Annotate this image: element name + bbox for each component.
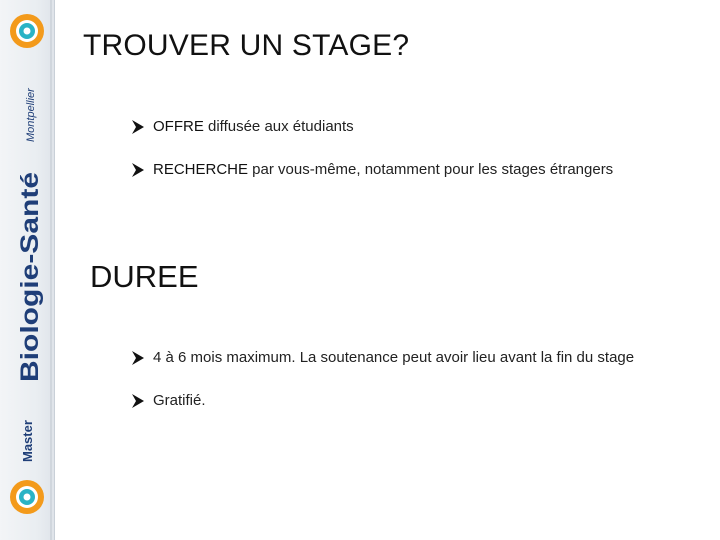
slide-title: TROUVER UN STAGE? bbox=[83, 29, 410, 62]
offer-list bbox=[129, 116, 613, 202]
list-item bbox=[129, 390, 634, 433]
bullet-label: RECHERCHE bbox=[153, 161, 249, 178]
logo-main-text: Biologie-Santé bbox=[16, 206, 44, 382]
duration-list bbox=[129, 347, 634, 433]
master-logo bbox=[0, 0, 54, 540]
emblem-icon-top bbox=[10, 14, 44, 48]
bullet-label: OFFRE bbox=[153, 118, 204, 135]
arrow-bullet-icon bbox=[129, 119, 147, 135]
section-heading: DUREE bbox=[90, 259, 199, 294]
bullet-text: diffusée aux étudiants bbox=[203, 118, 354, 135]
arrow-bullet-icon bbox=[129, 350, 147, 366]
list-item bbox=[129, 116, 613, 159]
bullet-text: Gratifié. bbox=[153, 392, 206, 409]
list-item bbox=[129, 347, 634, 390]
list-item bbox=[129, 159, 613, 202]
arrow-bullet-icon bbox=[129, 162, 147, 178]
emblem-icon-bottom bbox=[10, 480, 44, 514]
bullet-text: par vous-même, notamment pour les stages étrangers bbox=[248, 161, 614, 178]
logo-city-text: Montpellier bbox=[25, 88, 37, 142]
sidebar-logo-band bbox=[0, 0, 55, 540]
logo-master-text: Master bbox=[20, 420, 35, 462]
bullet-text: 4 à 6 mois maximum. La soutenance peut avoir lieu avant la fin du stage bbox=[153, 349, 635, 366]
sidebar-divider bbox=[50, 0, 52, 540]
arrow-bullet-icon bbox=[129, 393, 147, 409]
